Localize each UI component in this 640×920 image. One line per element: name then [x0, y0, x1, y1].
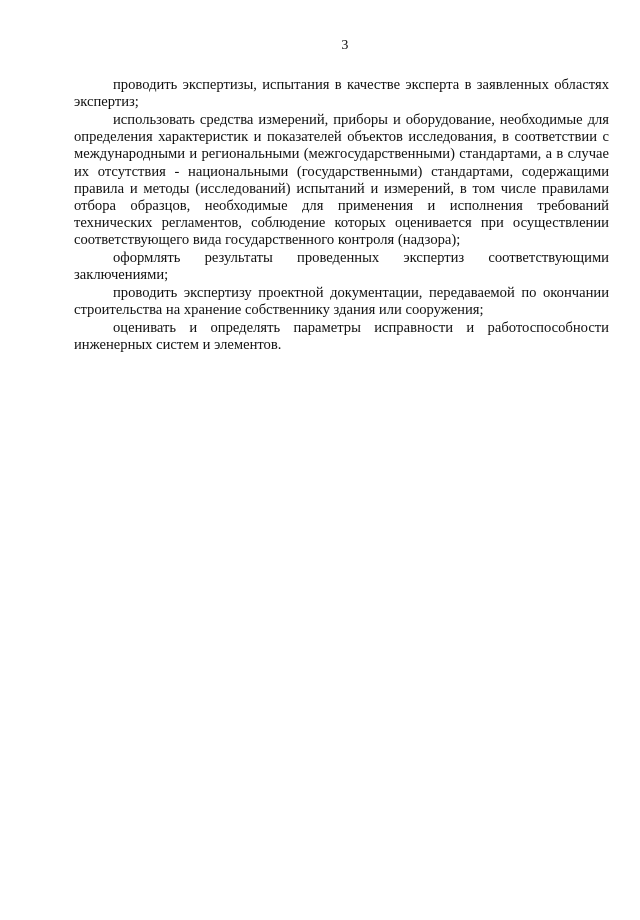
document-body	[74, 77, 609, 355]
paragraph-conduct-expertise: проводить экспертизы, испытания в качестве эксперта в заявленных областях экспертиз;	[74, 77, 609, 111]
paragraph-examine-project-documentation: проводить экспертизу проектной документации, передаваемой по окончании строительства на хранение собственнику здания или сооружения;	[74, 285, 609, 319]
paragraph-prepare-conclusions: оформлять результаты проведенных экспертиз соответствующими заключениями;	[74, 250, 609, 284]
paragraph-use-measuring-instruments: использовать средства измерений, приборы и оборудование, необходимые для определения характеристик и показателей объектов исследования, в соответствии с международными и региональными (межгосударственными) стандартами, а в случае их отсутствия - национальными (государственными) стандартами, содержащими правила и методы (исследований) испытаний и измерений, в том числе правилами отбора образцов, необходимые для применения и исполнения требований технических регламентов, соблюдение которых оценивается при осуществлении соответствующего вида государственного контроля (надзора);	[74, 112, 609, 249]
page-number: 3	[341, 38, 349, 53]
paragraph-evaluate-parameters: оценивать и определять параметры исправности и работоспособности инженерных систем и элементов.	[74, 320, 609, 354]
